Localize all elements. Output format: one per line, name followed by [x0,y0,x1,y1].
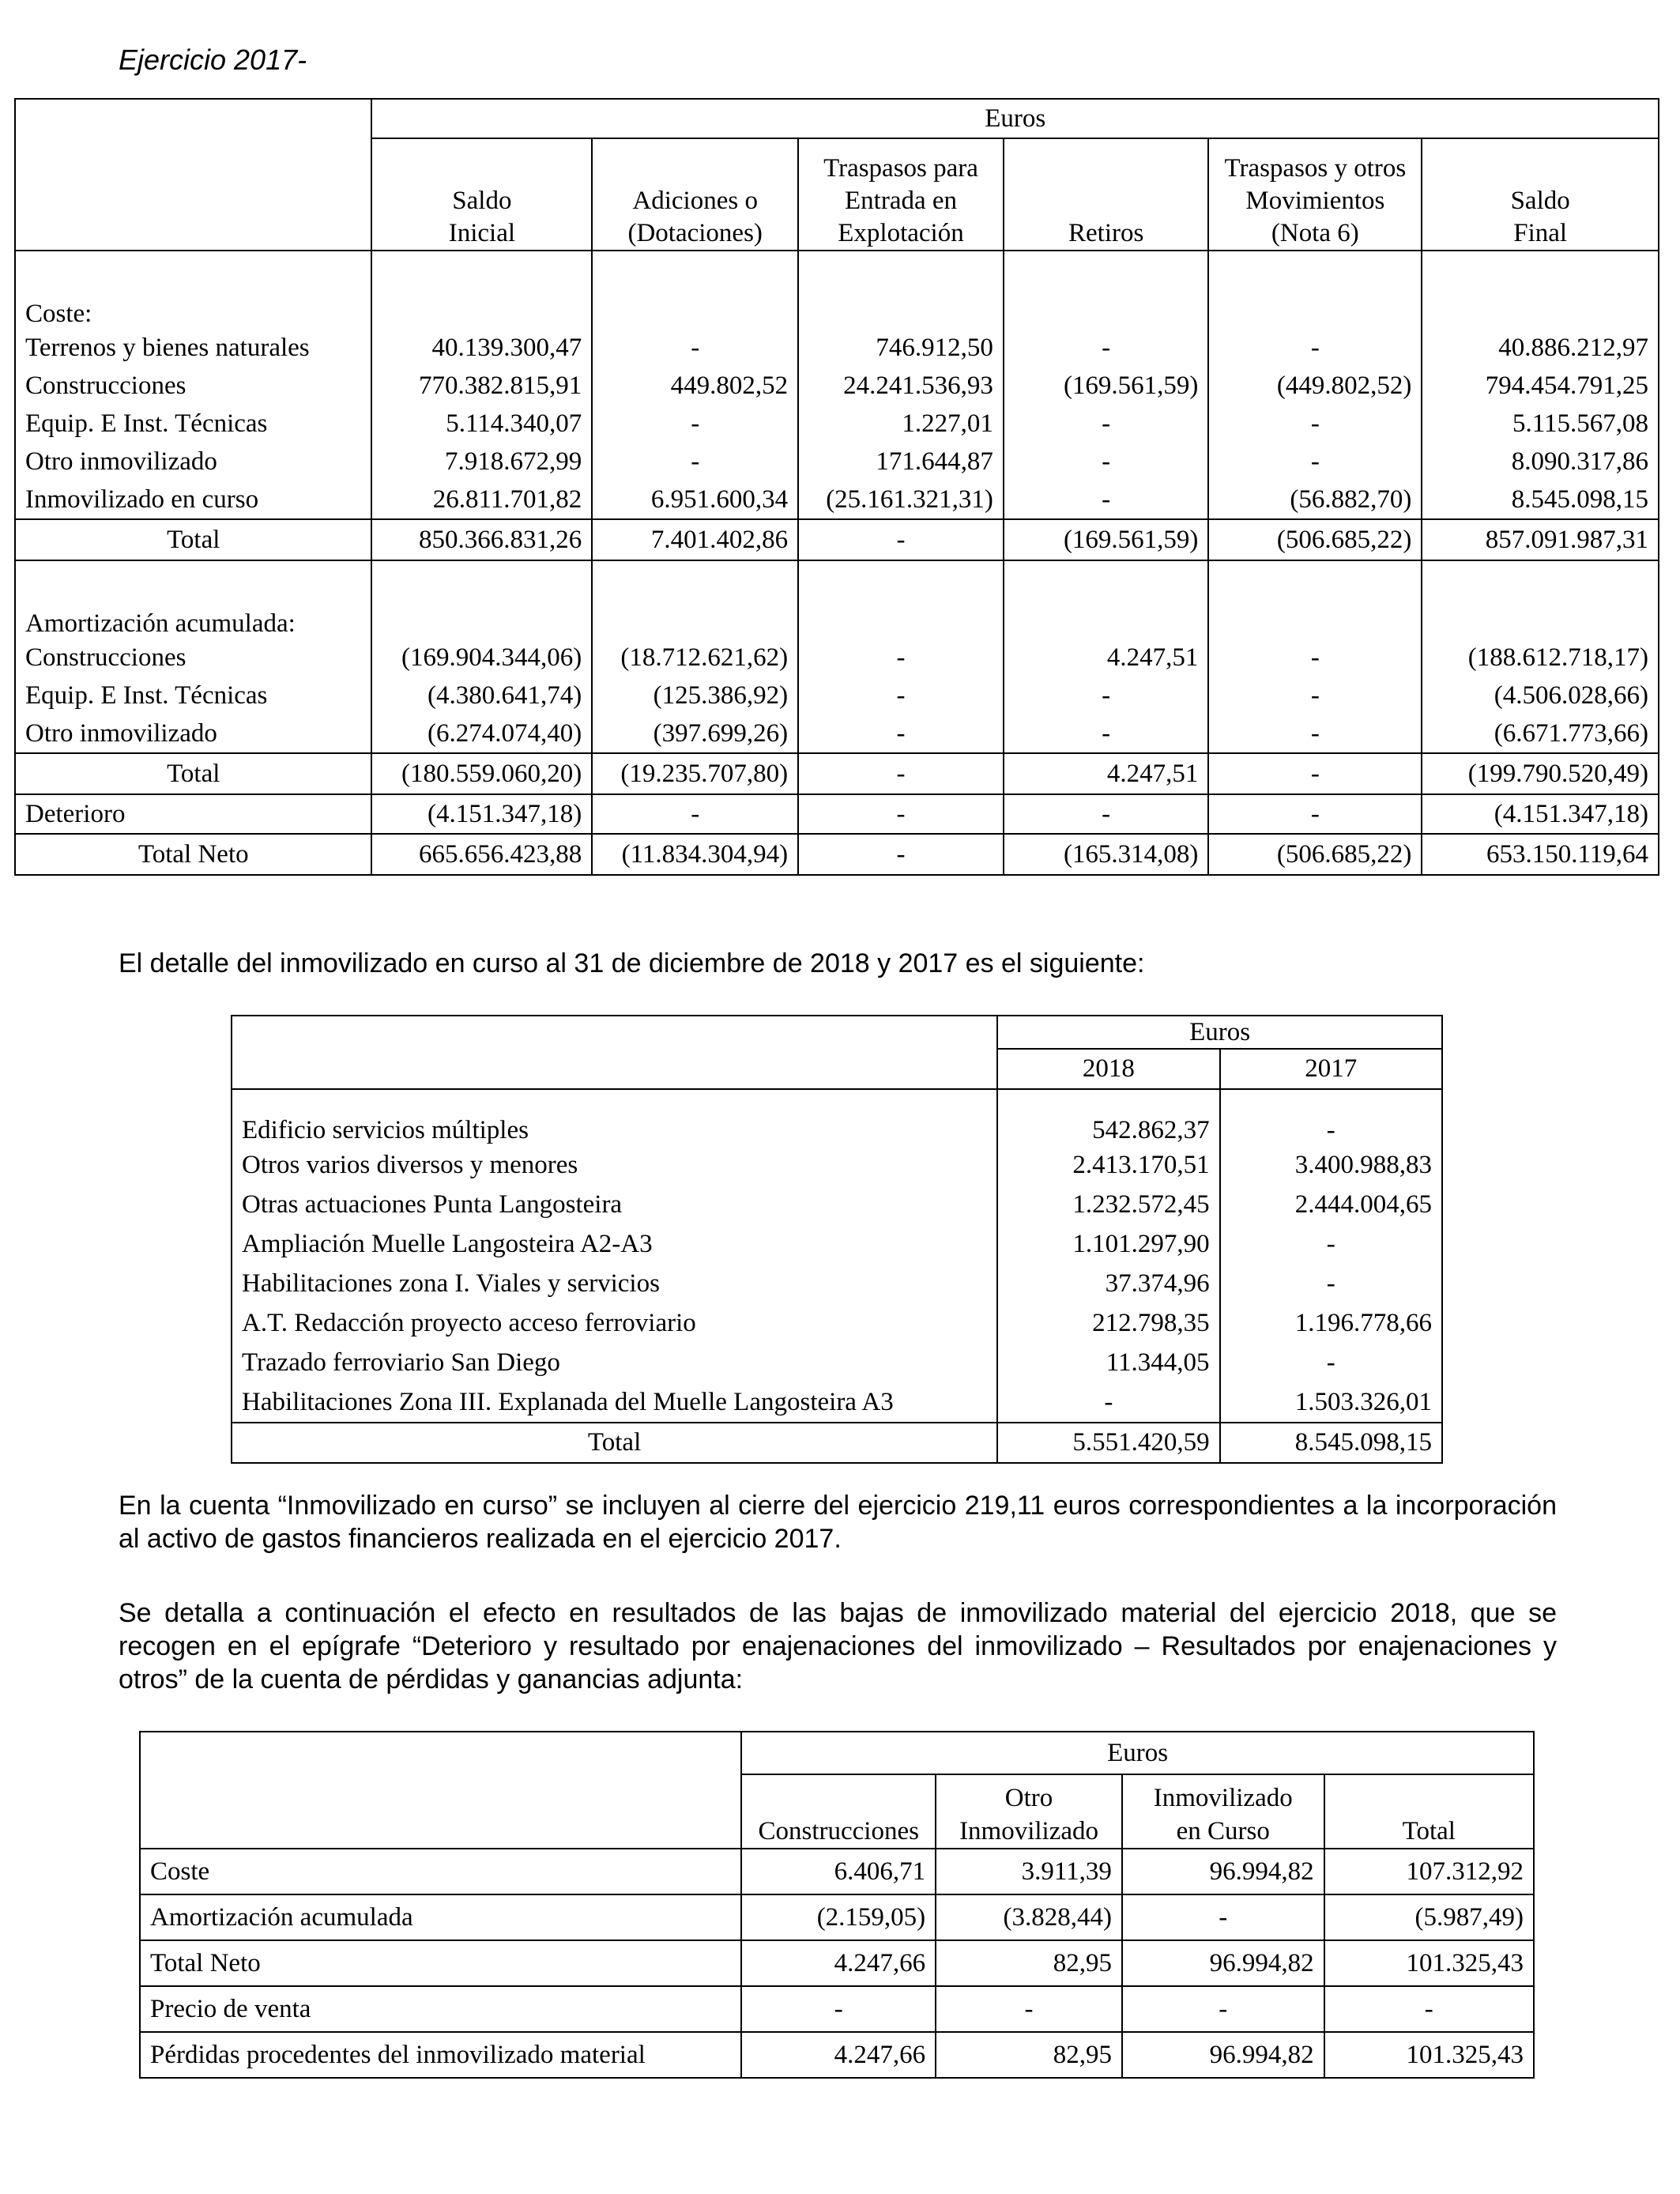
row-label: Inmovilizado en curso [15,481,371,519]
paragraph-disposals: Se detalla a continuación el efecto en resultados de las bajas de inmovilizado material del ejercicio 2018, que se recogen en el epígrafe “Deterioro y resultado por enajenaciones del inmovilizado – Resultados por enajenaciones y otros” de la cuenta de pérdidas y ganancias adjunta: [119,1598,1557,1695]
cell-value: (56.882,70) [1208,481,1422,519]
cell-value: - [798,753,1004,794]
cell-value: - [798,714,1004,753]
cell-value: - [1004,443,1209,481]
row-label: Equip. E Inst. Técnicas [15,677,371,714]
cell-value: 4.247,66 [741,1940,936,1986]
group-header: Euros [371,99,1659,138]
cell-value: - [1122,1986,1324,2032]
deterioro-row [15,794,1659,834]
cell-value: 746.912,50 [798,329,1004,367]
cell-value: 770.382.815,91 [371,367,592,405]
row-label: Total [15,753,371,794]
cell-value: - [997,1382,1219,1423]
cell-value: - [798,639,1004,677]
cell-value: (4.380.641,74) [371,677,592,714]
row-label: Habilitaciones zona I. Viales y servicios [232,1264,997,1303]
column-header: Inmovilizado en Curso [1122,1774,1324,1849]
row-label: Otros varios diversos y menores [232,1145,997,1185]
empty-cell [798,251,1004,329]
cell-value: 1.227,01 [798,405,1004,443]
empty-cell [371,251,592,329]
cell-value: - [1208,677,1422,714]
row-label: Edificio servicios múltiples [232,1089,997,1145]
section-label: Amortización acumulada: [15,560,371,639]
cell-value: 101.325,43 [1324,1940,1534,1986]
cell-value: 3.400.988,83 [1220,1145,1442,1185]
cell-value: 4.247,66 [741,2032,936,2078]
cell-value: (18.712.621,62) [592,639,798,677]
empty-cell [592,251,798,329]
cell-value: (180.559.060,20) [371,753,592,794]
cell-value: 5.551.420,59 [997,1423,1219,1463]
year-header: 2017 [1220,1049,1442,1089]
row-label: Pérdidas procedentes del inmovilizado material [140,2032,741,2078]
total-neto-row [15,834,1659,875]
section-heading: Ejercicio 2017- [119,43,307,76]
cell-value: 6.951.600,34 [592,481,798,519]
column-header: Adiciones o (Dotaciones) [592,138,798,251]
cell-value: 40.886.212,97 [1422,329,1659,367]
table-row [232,1224,1442,1264]
cell-value: - [1220,1343,1442,1382]
section-label: Coste: [15,251,371,329]
cell-value: 850.366.831,26 [371,519,592,560]
cell-value: 8.545.098,15 [1220,1423,1442,1463]
table-row [140,1940,1534,1986]
empty-cell [798,560,1004,639]
row-label: Precio de venta [140,1986,741,2032]
table-row [15,329,1659,367]
cell-value: - [1004,405,1209,443]
cell-value: - [592,443,798,481]
cell-value: (11.834.304,94) [592,834,798,875]
cell-value: (4.151.347,18) [371,794,592,834]
cell-value: (169.904.344,06) [371,639,592,677]
cell-value: 82,95 [936,1940,1122,1986]
cell-value: 542.862,37 [997,1089,1219,1145]
empty-cell [1422,560,1659,639]
cell-value: (6.274.074,40) [371,714,592,753]
cell-value: - [1208,794,1422,834]
cell-value: - [798,794,1004,834]
cell-value: 794.454.791,25 [1422,367,1659,405]
cell-value: - [741,1986,936,2032]
cell-value: (2.159,05) [741,1894,936,1940]
cell-value: 8.545.098,15 [1422,481,1659,519]
row-label: Coste [140,1849,741,1894]
paragraph-inmovilizado-detail: El detalle del inmovilizado en curso al 31 de diciembre de 2018 y 2017 es el siguiente: [119,948,1145,978]
row-label: Total [15,519,371,560]
table-row [15,367,1659,405]
section-label-row [15,251,1659,329]
empty-cell [1208,251,1422,329]
row-label: Total Neto [140,1940,741,1986]
cell-value: 7.401.402,86 [592,519,798,560]
table-row [232,1264,1442,1303]
fixed-assets-movement-table [14,98,1659,876]
cell-value: - [1208,753,1422,794]
table-row [15,714,1659,753]
cell-value: - [1004,714,1209,753]
cell-value: 40.139.300,47 [371,329,592,367]
cell-value: 171.644,87 [798,443,1004,481]
cell-value: - [936,1986,1122,2032]
table-row [15,481,1659,519]
cell-value: 82,95 [936,2032,1122,2078]
cell-value: 5.114.340,07 [371,405,592,443]
table-row [232,1145,1442,1185]
total-row [232,1423,1442,1463]
row-label: Otro inmovilizado [15,443,371,481]
cell-value: - [798,677,1004,714]
cell-value: 37.374,96 [997,1264,1219,1303]
cell-value: (199.790.520,49) [1422,753,1659,794]
column-header: Retiros [1004,138,1209,251]
row-label: Construcciones [15,367,371,405]
column-header: Saldo Final [1422,138,1659,251]
cell-value: 212.798,35 [997,1303,1219,1343]
empty-cell [592,560,798,639]
paragraph-financial-costs: En la cuenta “Inmovilizado en curso” se incluyen al cierre del ejercicio 219,11 euros correspondientes a la incorporación al activo de gastos financieros realizada en el ejercicio 2017. [119,1491,1557,1554]
cell-value: (169.561,59) [1004,367,1209,405]
cell-value: - [798,519,1004,560]
corner-cell [140,1732,741,1849]
table-row [140,1986,1534,2032]
row-label: Ampliación Muelle Langosteira A2-A3 [232,1224,997,1264]
cell-value: 1.101.297,90 [997,1224,1219,1264]
table-row [232,1382,1442,1423]
column-header: Traspasos para Entrada en Explotación [798,138,1004,251]
column-header: Otro Inmovilizado [936,1774,1122,1849]
year-header: 2018 [997,1049,1219,1089]
cell-value: 1.196.778,66 [1220,1303,1442,1343]
cell-value: - [1208,443,1422,481]
cell-value: 4.247,51 [1004,639,1209,677]
cell-value: (125.386,92) [592,677,798,714]
cell-value: (397.699,26) [592,714,798,753]
cell-value: - [592,329,798,367]
disposals-result-table [139,1731,1535,2079]
cell-value: 2.413.170,51 [997,1145,1219,1185]
table-row [232,1303,1442,1343]
cell-value: 107.312,92 [1324,1849,1534,1894]
cell-value: (449.802,52) [1208,367,1422,405]
row-label: Amortización acumulada [140,1894,741,1940]
column-header: Traspasos y otros Movimientos (Nota 6) [1208,138,1422,251]
construction-in-progress-table [231,1015,1443,1464]
total-row [15,519,1659,560]
cell-value: 449.802,52 [592,367,798,405]
cell-value: - [1208,714,1422,753]
section-label-row [15,560,1659,639]
cell-value: 1.232.572,45 [997,1185,1219,1224]
row-label: Total Neto [15,834,371,875]
table-row [15,405,1659,443]
cell-value: (3.828,44) [936,1894,1122,1940]
cell-value: (188.612.718,17) [1422,639,1659,677]
cell-value: (4.506.028,66) [1422,677,1659,714]
row-label: Habilitaciones Zona III. Explanada del Muelle Langosteira A3 [232,1382,997,1423]
cell-value: 7.918.672,99 [371,443,592,481]
cell-value: - [1004,794,1209,834]
column-header: Total [1324,1774,1534,1849]
cell-value: 5.115.567,08 [1422,405,1659,443]
cell-value: - [1004,481,1209,519]
table-row [15,443,1659,481]
table-row [232,1343,1442,1382]
cell-value: 96.994,82 [1122,1849,1324,1894]
cell-value: - [592,405,798,443]
row-label: Equip. E Inst. Técnicas [15,405,371,443]
cell-value: 857.091.987,31 [1422,519,1659,560]
cell-value: (25.161.321,31) [798,481,1004,519]
cell-value: 4.247,51 [1004,753,1209,794]
corner-cell [15,99,371,251]
cell-value: - [1324,1986,1534,2032]
row-label: Otras actuaciones Punta Langosteira [232,1185,997,1224]
cell-value: - [1220,1224,1442,1264]
cell-value: - [1004,329,1209,367]
group-header: Euros [997,1016,1442,1049]
row-label: Construcciones [15,639,371,677]
cell-value: 653.150.119,64 [1422,834,1659,875]
cell-value: 11.344,05 [997,1343,1219,1382]
cell-value: - [1220,1264,1442,1303]
table-row [232,1089,1442,1145]
table-row [140,2032,1534,2078]
total-row [15,753,1659,794]
cell-value: - [1208,329,1422,367]
row-label: Deterioro [15,794,371,834]
empty-cell [1004,560,1209,639]
empty-cell [1422,251,1659,329]
row-label: Otro inmovilizado [15,714,371,753]
corner-cell [232,1016,997,1089]
cell-value: - [1208,405,1422,443]
cell-value: 6.406,71 [741,1849,936,1894]
cell-value: 2.444.004,65 [1220,1185,1442,1224]
cell-value: - [1004,677,1209,714]
table-row [15,677,1659,714]
cell-value: (6.671.773,66) [1422,714,1659,753]
row-label: Terrenos y bienes naturales [15,329,371,367]
cell-value: 24.241.536,93 [798,367,1004,405]
cell-value: 96.994,82 [1122,2032,1324,2078]
table-row [140,1894,1534,1940]
cell-value: (5.987,49) [1324,1894,1534,1940]
cell-value: - [592,794,798,834]
cell-value: (165.314,08) [1004,834,1209,875]
cell-value: - [798,834,1004,875]
row-label: A.T. Redacción proyecto acceso ferroviario [232,1303,997,1343]
empty-cell [1208,560,1422,639]
cell-value: (19.235.707,80) [592,753,798,794]
cell-value: - [1208,639,1422,677]
cell-value: 3.911,39 [936,1849,1122,1894]
column-header: Saldo Inicial [371,138,592,251]
cell-value: 8.090.317,86 [1422,443,1659,481]
cell-value: 96.994,82 [1122,1940,1324,1986]
cell-value: (506.685,22) [1208,519,1422,560]
table-row [232,1185,1442,1224]
row-label: Trazado ferroviario San Diego [232,1343,997,1382]
cell-value: 1.503.326,01 [1220,1382,1442,1423]
empty-cell [1004,251,1209,329]
cell-value: (4.151.347,18) [1422,794,1659,834]
cell-value: - [1122,1894,1324,1940]
cell-value: 665.656.423,88 [371,834,592,875]
table-row [15,639,1659,677]
cell-value: (169.561,59) [1004,519,1209,560]
group-header: Euros [741,1732,1534,1774]
empty-cell [371,560,592,639]
cell-value: 101.325,43 [1324,2032,1534,2078]
column-header: Construcciones [741,1774,936,1849]
row-label: Total [232,1423,997,1463]
cell-value: - [1220,1089,1442,1145]
cell-value: 26.811.701,82 [371,481,592,519]
cell-value: (506.685,22) [1208,834,1422,875]
table-row [140,1849,1534,1894]
